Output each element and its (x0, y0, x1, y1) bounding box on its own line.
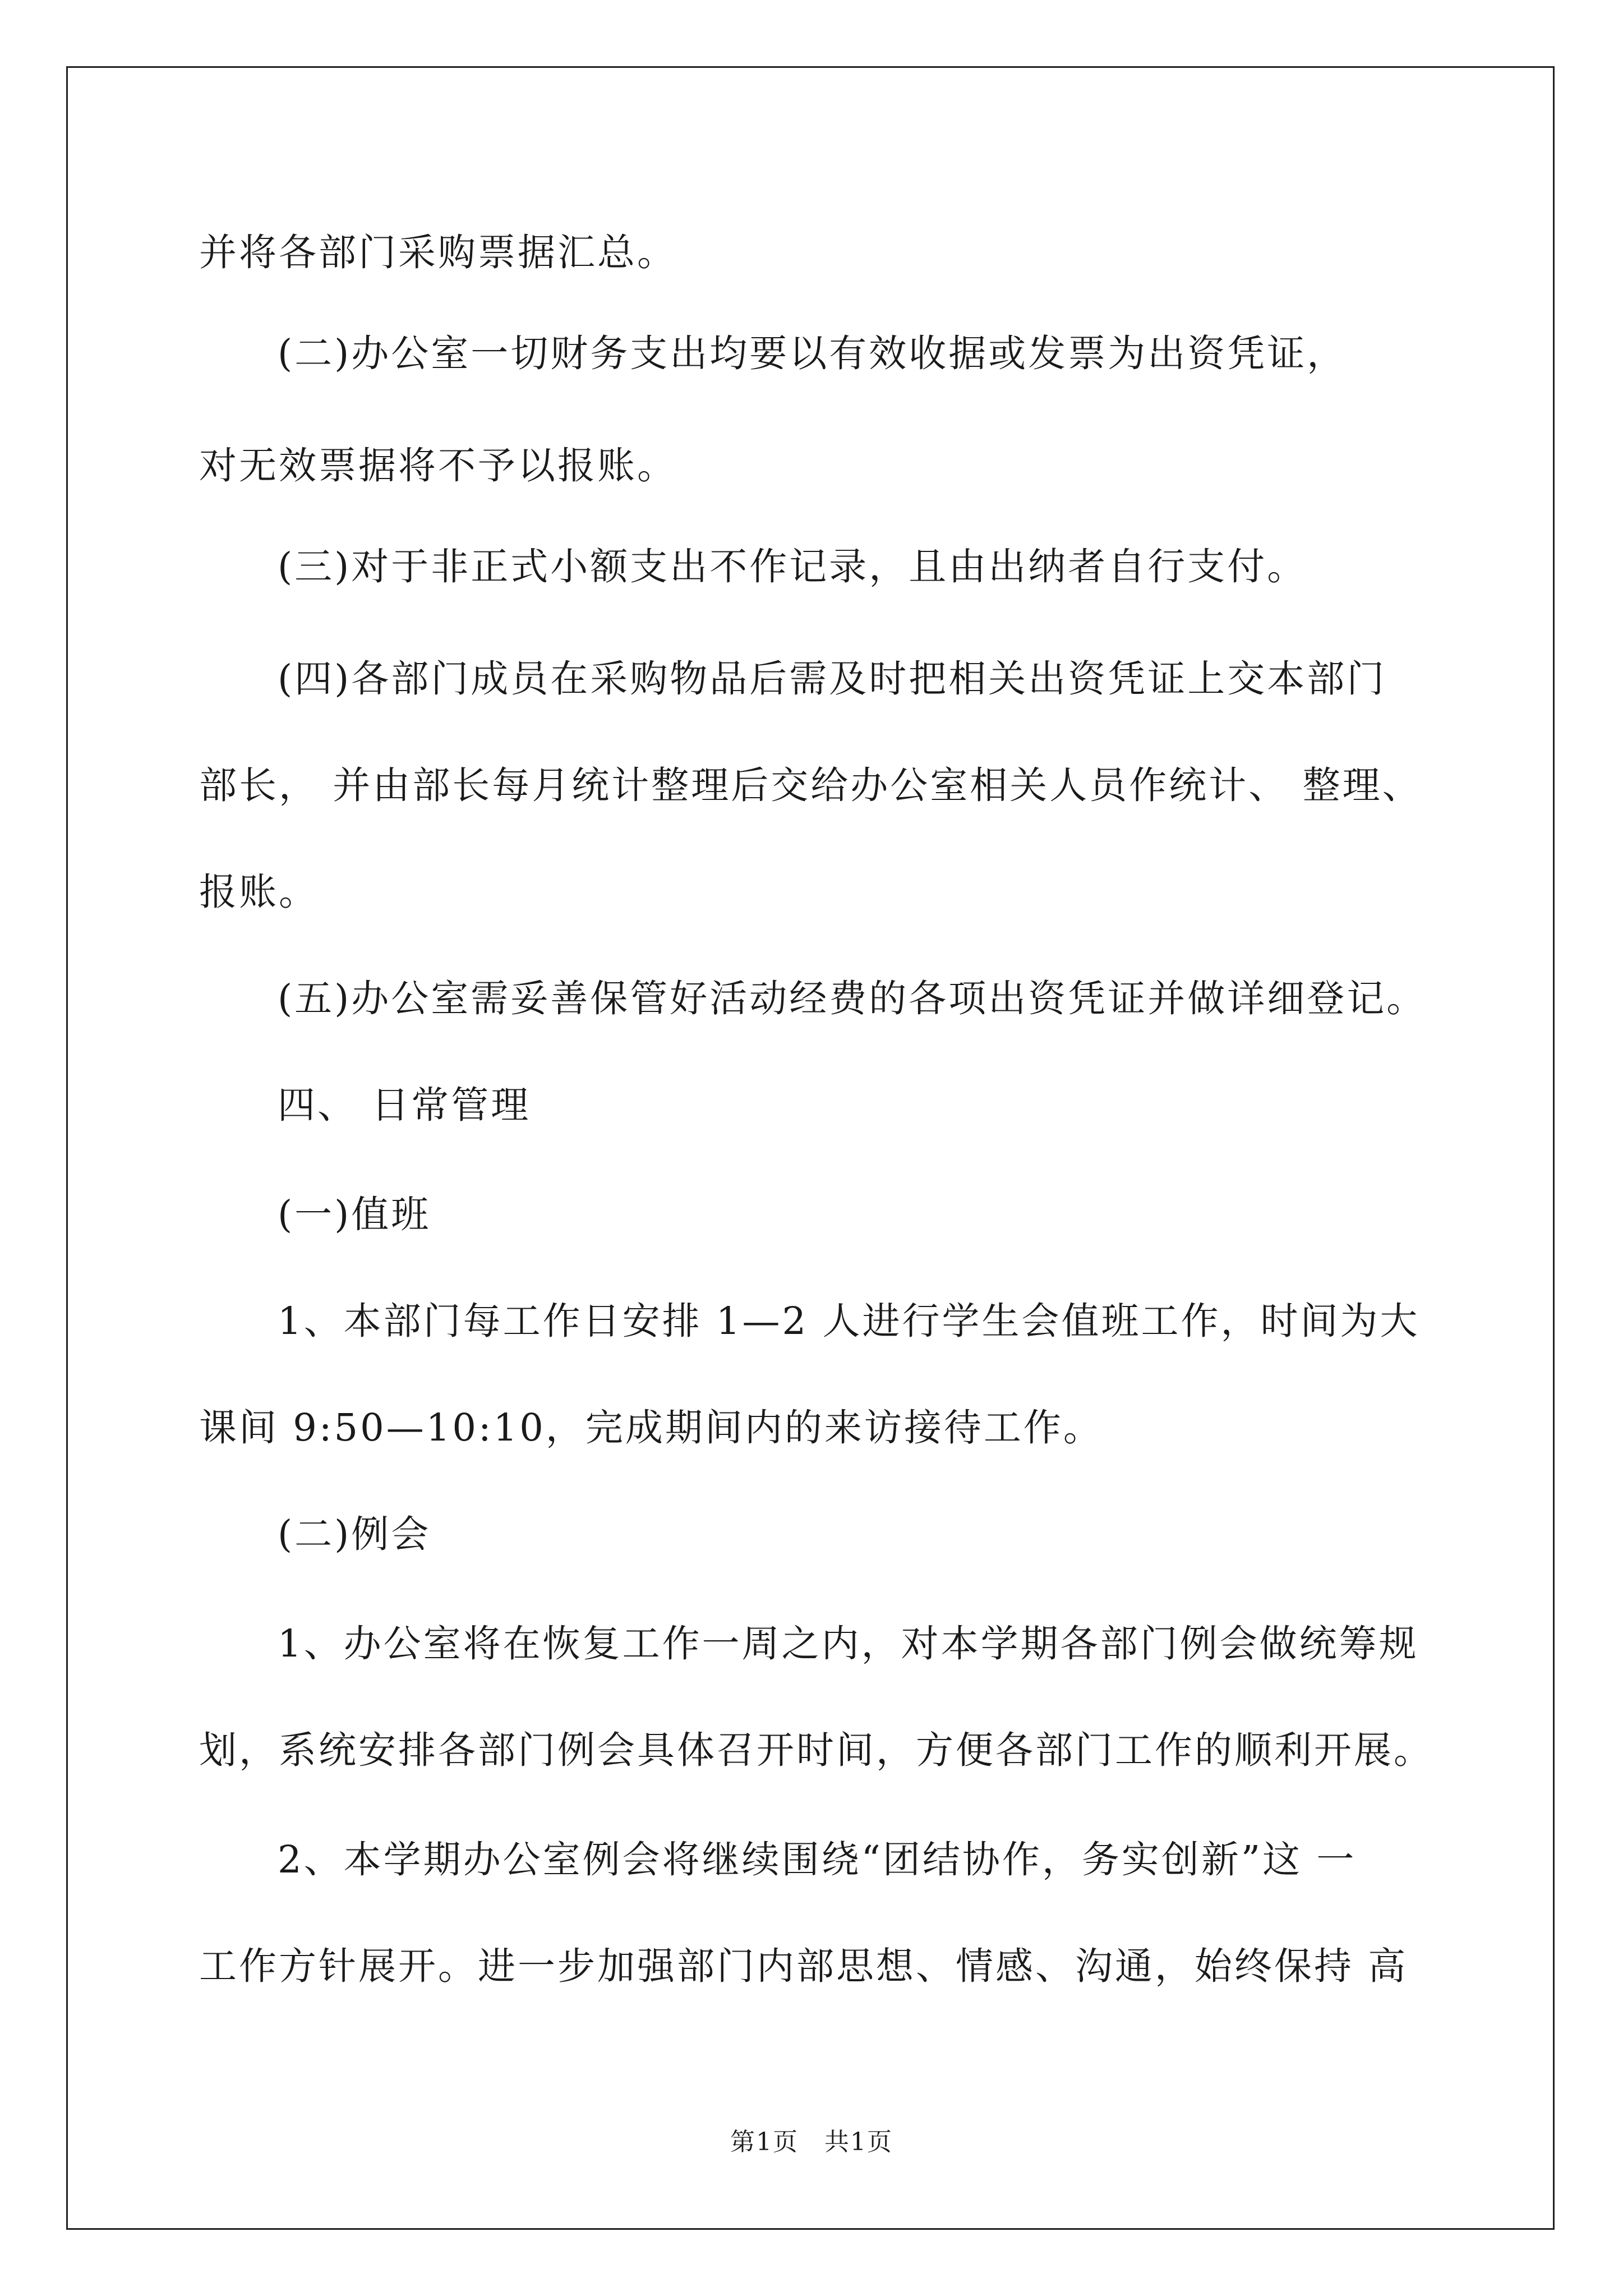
page-footer: 第1页 共1页 (730, 2128, 893, 2156)
body-line-3: 对无效票据将不予以报账。 (199, 444, 677, 487)
body-line-17: 工作方针展开。进一步加强部门内部思想、情感、沟通，始终保持 高 (199, 1944, 1408, 1988)
body-line-8: (五)办公室需妥善保管好活动经费的各项出资凭证并做详细登记。 (278, 977, 1427, 1020)
body-line-2: (二)办公室一切财务支出均要以有效收据或发票为出资凭证， (278, 332, 1347, 375)
subsection-heading-meeting: (二)例会 (278, 1512, 431, 1556)
section-heading: 四、 日常管理 (278, 1083, 531, 1127)
body-line-15: 划，系统安排各部门例会具体召开时间，方便各部门工作的顺利开展。 (199, 1728, 1433, 1772)
body-line-4: (三)对于非正式小额支出不作记录，且由出纳者自行支付。 (278, 545, 1307, 588)
page-border (66, 66, 1555, 2230)
body-line-6: 部长， 并由部长每月统计整理后交给办公室相关人员作统计、 整理、 (199, 763, 1422, 807)
body-line-12: 课间 9:50—10:10，完成期间内的来访接待工作。 (199, 1406, 1103, 1450)
body-line-16: 2、本学期办公室例会将继续围绕“团结协作，务实创新”这 一 (278, 1838, 1357, 1881)
body-line-11: 1、本部门每工作日安排 1—2 人进行学生会值班工作，时间为大 (278, 1299, 1420, 1343)
subsection-heading-duty: (一)值班 (278, 1193, 431, 1236)
body-line-7: 报账。 (199, 870, 319, 914)
body-line-5: (四)各部门成员在采购物品后需及时把相关出资凭证上交本部门 (278, 657, 1387, 701)
body-line-14: 1、办公室将在恢复工作一周之内，对本学期各部门例会做统筹规 (278, 1622, 1419, 1665)
body-line-1: 并将各部门采购票据汇总。 (199, 231, 677, 274)
